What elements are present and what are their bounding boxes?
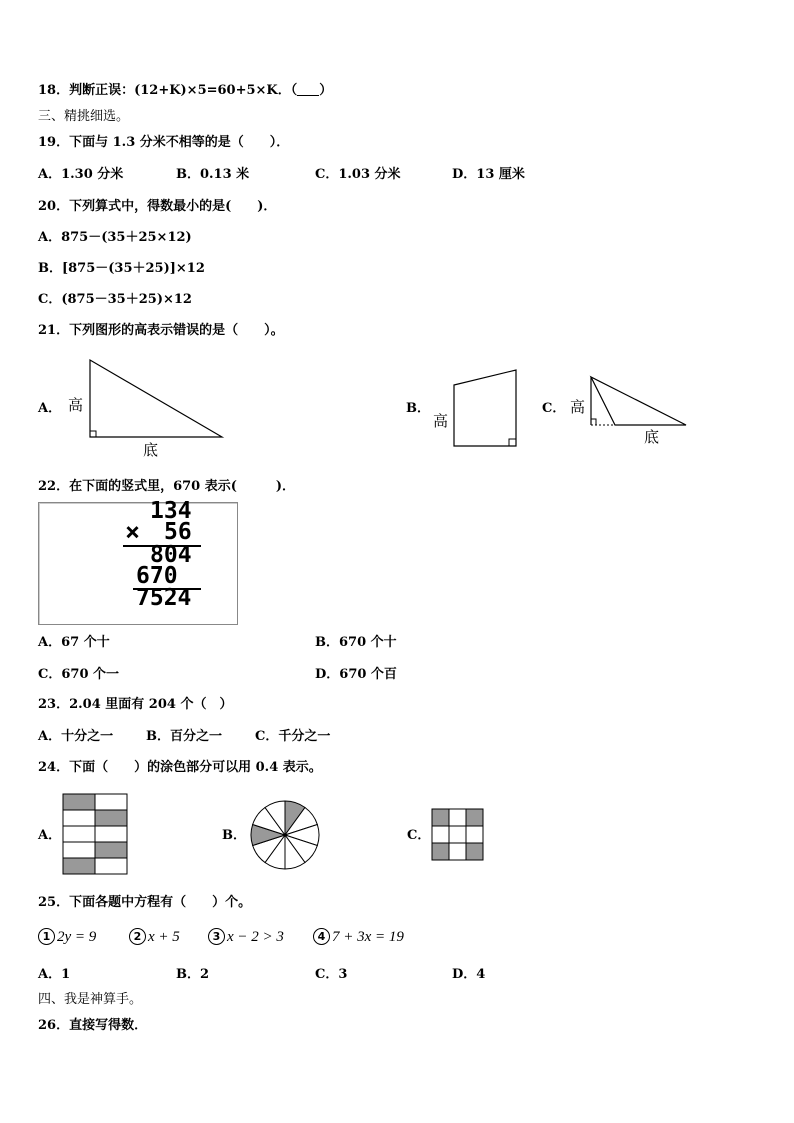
grid-a-cell — [95, 794, 127, 810]
q24-option-a[interactable]: A． — [38, 828, 62, 843]
grid-a-cell — [95, 826, 127, 842]
q24-option-c[interactable]: C． — [407, 828, 431, 843]
calc-product: 7524 — [136, 585, 192, 611]
grid-c-cell-shaded — [432, 843, 449, 860]
grid-c-cell-shaded — [466, 809, 483, 826]
q22-option-d[interactable]: D．670 个百 — [315, 667, 397, 682]
q25-item-2 — [129, 928, 180, 946]
height-label-c: 高 — [570, 398, 586, 416]
q25-item-1 — [38, 928, 96, 946]
q25-stem: 25．下面各题中方程有（ ）个。 — [38, 895, 252, 910]
q24-stem: 24．下面（ ）的涂色部分可以用 0.4 表示。 — [38, 760, 322, 775]
q25-option-b[interactable]: B．2 — [176, 967, 210, 982]
equation-4: 7 + 3x = 19 — [332, 929, 404, 945]
q25-option-c[interactable]: C．3 — [315, 967, 348, 982]
q25-option-d[interactable]: D．4 — [452, 967, 486, 982]
circled-number-4: 4 — [313, 928, 330, 945]
q22-option-a[interactable]: A．67 个十 — [38, 635, 110, 650]
q21-option-b[interactable]: B． — [406, 401, 430, 416]
grid-a-cell-shaded — [95, 842, 127, 858]
q19-option-b[interactable]: B．0.13 米 — [176, 167, 250, 182]
grid-a-cell-shaded — [63, 858, 95, 874]
q23-option-c[interactable]: C．千分之一 — [255, 729, 331, 744]
grid-c-figure — [431, 808, 486, 862]
q23-option-a[interactable]: A．十分之一 — [38, 729, 114, 744]
q22-option-b[interactable]: B．670 个十 — [315, 635, 397, 650]
q22-stem: 22．在下面的竖式里，670 表示( )． — [38, 479, 296, 494]
height-label-a: 高 — [68, 396, 84, 414]
circled-number-1: 1 — [38, 928, 55, 945]
calc-multiplicand: 134 — [150, 498, 192, 524]
grid-c-cell-shaded — [432, 809, 449, 826]
circle-b-figure — [249, 799, 321, 871]
grid-c-cell — [449, 843, 466, 860]
grid-a-cell — [95, 858, 127, 874]
q23-option-b[interactable]: B．百分之一 — [146, 729, 222, 744]
base-label-a: 底 — [143, 441, 159, 459]
q24-option-b[interactable]: B． — [222, 828, 246, 843]
section-3-title: 三、精挑细选。 — [38, 109, 130, 124]
q25-item-3 — [208, 928, 284, 946]
q25-item-4 — [313, 928, 404, 946]
q25-option-a[interactable]: A．1 — [38, 967, 71, 982]
base-label-c: 底 — [644, 428, 660, 446]
section-4-title: 四、我是神算手。 — [38, 992, 143, 1007]
q18-line — [38, 82, 332, 100]
triangle-c-figure — [585, 372, 690, 432]
q20-stem: 20．下列算式中，得数最小的是( )． — [38, 199, 277, 214]
q21-option-a[interactable]: A． — [38, 401, 62, 416]
grid-c-cell — [466, 826, 483, 843]
grid-a-cell-shaded — [63, 794, 95, 810]
equation-2: x + 5 — [148, 929, 180, 945]
q21-option-c[interactable]: C． — [542, 401, 566, 416]
q19-option-d[interactable]: D．13 厘米 — [452, 167, 525, 182]
grid-c-cell — [449, 809, 466, 826]
calc-multiplier: 56 — [164, 519, 192, 545]
equation-1: 2y = 9 — [57, 929, 97, 945]
calc-times-sign: × — [125, 517, 141, 546]
q26-stem: 26．直接写得数． — [38, 1018, 148, 1033]
grid-a-figure — [62, 793, 130, 877]
q20-option-c[interactable]: C．(875－35＋25)×12 — [38, 292, 192, 307]
q23-stem: 23．2.04 里面有 204 个（ ） — [38, 697, 233, 712]
q19-stem: 19．下面与 1.3 分米不相等的是（ ）． — [38, 135, 290, 150]
calc-partial-1: 804 — [150, 542, 192, 568]
q18-close: ） — [319, 83, 333, 98]
q18-text: 18．判断正误：(12+K)×5=60+5×K．（ — [38, 83, 298, 98]
grid-c-cell — [449, 826, 466, 843]
grid-a-cell — [63, 842, 95, 858]
height-label-b: 高 — [433, 412, 449, 430]
q21-stem: 21．下列图形的高表示错误的是（ ）。 — [38, 323, 284, 338]
calc-partial-2: 670 — [136, 563, 178, 589]
answer-blank[interactable] — [297, 83, 319, 96]
circled-number-2: 2 — [129, 928, 146, 945]
equation-3: x − 2 > 3 — [227, 929, 284, 945]
trapezoid-b-figure — [448, 365, 520, 450]
grid-c-cell-shaded — [466, 843, 483, 860]
grid-a-cell — [63, 826, 95, 842]
circled-number-3: 3 — [208, 928, 225, 945]
q20-option-a[interactable]: A．875－(35＋25×12) — [38, 230, 192, 245]
grid-c-cell — [432, 826, 449, 843]
q20-option-b[interactable]: B．[875－(35＋25)]×12 — [38, 261, 205, 276]
grid-a-cell — [63, 810, 95, 826]
q22-option-c[interactable]: C．670 个一 — [38, 667, 120, 682]
q19-option-a[interactable]: A．1.30 分米 — [38, 167, 124, 182]
q19-option-c[interactable]: C．1.03 分米 — [315, 167, 401, 182]
grid-a-cell-shaded — [95, 810, 127, 826]
